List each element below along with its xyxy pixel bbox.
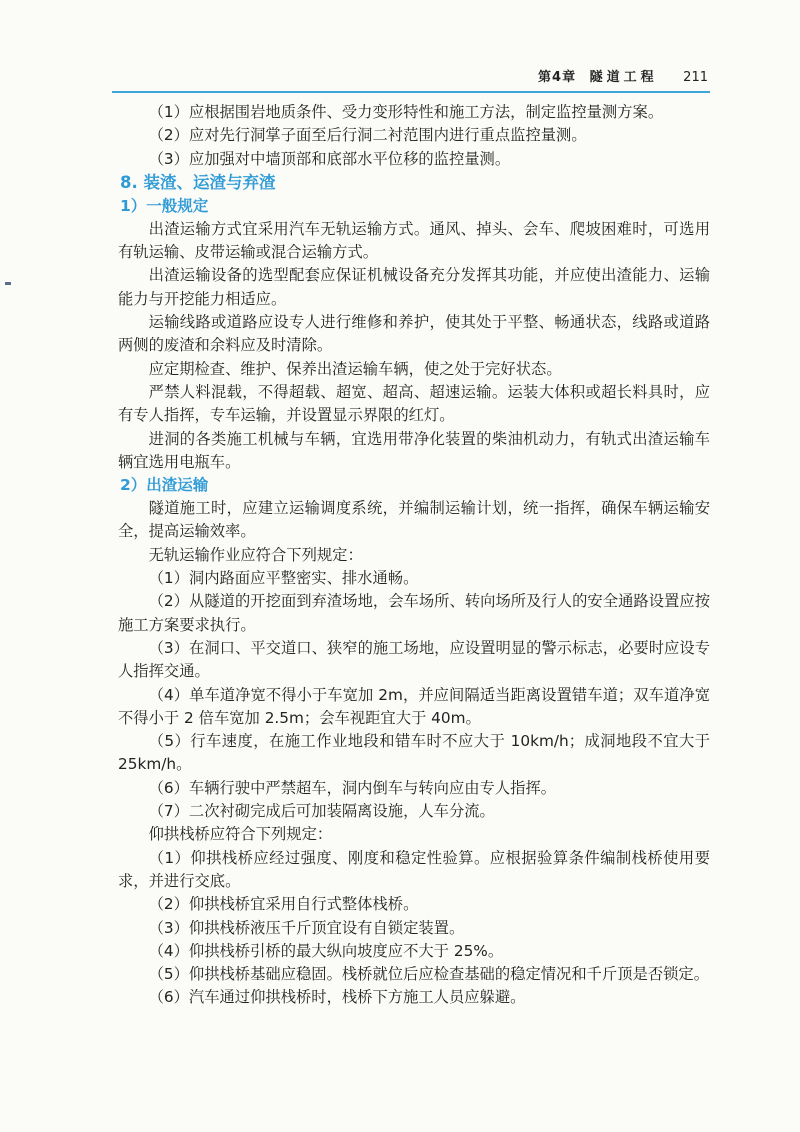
- list-item: （6）车辆行驶中严禁超车，洞内倒车与转向应由专人指挥。: [148, 778, 557, 797]
- list-item: （2）应对先行洞掌子面至后行洞二衬范围内进行重点监控量测。: [148, 126, 587, 145]
- list-item: （2）从隧道的开挖面到弃渣场地，会车场所、转向场所及行人的安全通路设置应按施工方案要求执行。: [118, 592, 710, 634]
- list-title: 无轨运输作业应符合下列规定：: [148, 545, 363, 564]
- list-item: （5）仰拱栈桥基础应稳固。栈桥就位后应检查基础的稳定情况和千斤顶是否锁定。: [148, 965, 710, 984]
- list-item: （2）仰拱栈桥宜采用自行式整体栈桥。: [148, 895, 419, 914]
- list-item: （6）汽车通过仰拱栈桥时，栈桥下方施工人员应躲避。: [148, 988, 526, 1007]
- list-item: （5）行车速度，在施工作业地段和错车时不应大于 10km/h；成洞地段不宜大于 25km/h。: [118, 732, 710, 774]
- paragraph: 隧道施工时，应建立运输调度系统，并编制运输计划，统一指挥，确保车辆运输安全，提高运输效率。: [118, 499, 710, 541]
- page-body: [118, 101, 710, 1010]
- list-item: （4）仰拱栈桥引桥的最大纵向坡度应不大于 25%。: [148, 941, 504, 960]
- list-item: （3）仰拱栈桥液压千斤顶宜设有自锁定装置。: [148, 918, 465, 937]
- running-header: [538, 66, 708, 85]
- paragraph: 运输线路或道路应设专人进行维修和养护，使其处于平整、畅通状态，线路或道路两侧的废渣和余料应及时清除。: [118, 313, 710, 355]
- page-number: 211: [683, 70, 708, 85]
- margin-mark: [5, 282, 11, 285]
- paragraph: 进洞的各类施工机械与车辆，宜选用带净化装置的柴油机动力，有轨式出渣运输车辆宜选用电瓶车。: [118, 429, 710, 471]
- subsection-heading: 2）出渣运输: [120, 476, 209, 495]
- subsection-heading: 1）一般规定: [120, 196, 209, 215]
- list-item: （1）应根据围岩地质条件、受力变形特性和施工方法，制定监控量测方案。: [148, 103, 664, 121]
- paragraph: 出渣运输设备的选型配套应保证机械设备充分发挥其功能，并应使出渣能力、运输能力与开挖能力相适应。: [118, 266, 710, 308]
- list-item: （1）仰拱栈桥应经过强度、刚度和稳定性验算。应根据验算条件编制栈桥使用要求，并进行交底。: [118, 848, 710, 890]
- chapter-number: 第4章: [538, 70, 577, 85]
- list-item: （1）洞内路面应平整密实、排水通畅。: [148, 569, 419, 588]
- list-item: （4）单车道净宽不得小于车宽加 2m，并应间隔适当距离设置错车道；双车道净宽不得小于 2 倍车宽加 2.5m；会车视距宜大于 40m。: [118, 685, 710, 727]
- list-title: 仰拱栈桥应符合下列规定：: [148, 825, 333, 844]
- chapter-title: 隧道工程: [589, 70, 658, 85]
- section-heading: 8. 装渣、运渣与弃渣: [120, 172, 276, 192]
- header-rule: [112, 91, 710, 93]
- paragraph: 出渣运输方式宜采用汽车无轨运输方式。通风、掉头、会车、爬坡困难时，可选用有轨运输、皮带运输或混合运输方式。: [118, 219, 710, 262]
- paragraph: 应定期检查、维护、保养出渣运输车辆，使之处于完好状态。: [148, 359, 562, 378]
- list-item: （3）应加强对中墙顶部和底部水平位移的监控量测。: [148, 149, 511, 168]
- list-item: （7）二次衬砌完成后可加装隔离设施，人车分流。: [148, 802, 495, 821]
- paragraph: 严禁人料混载，不得超载、超宽、超高、超速运输。运装大体积或超长料具时，应有专人指挥，专车运输，并设置显示界限的红灯。: [118, 382, 710, 425]
- list-item: （3）在洞口、平交道口、狭窄的施工场地，应设置明显的警示标志，必要时应设专人指挥交通。: [118, 638, 710, 681]
